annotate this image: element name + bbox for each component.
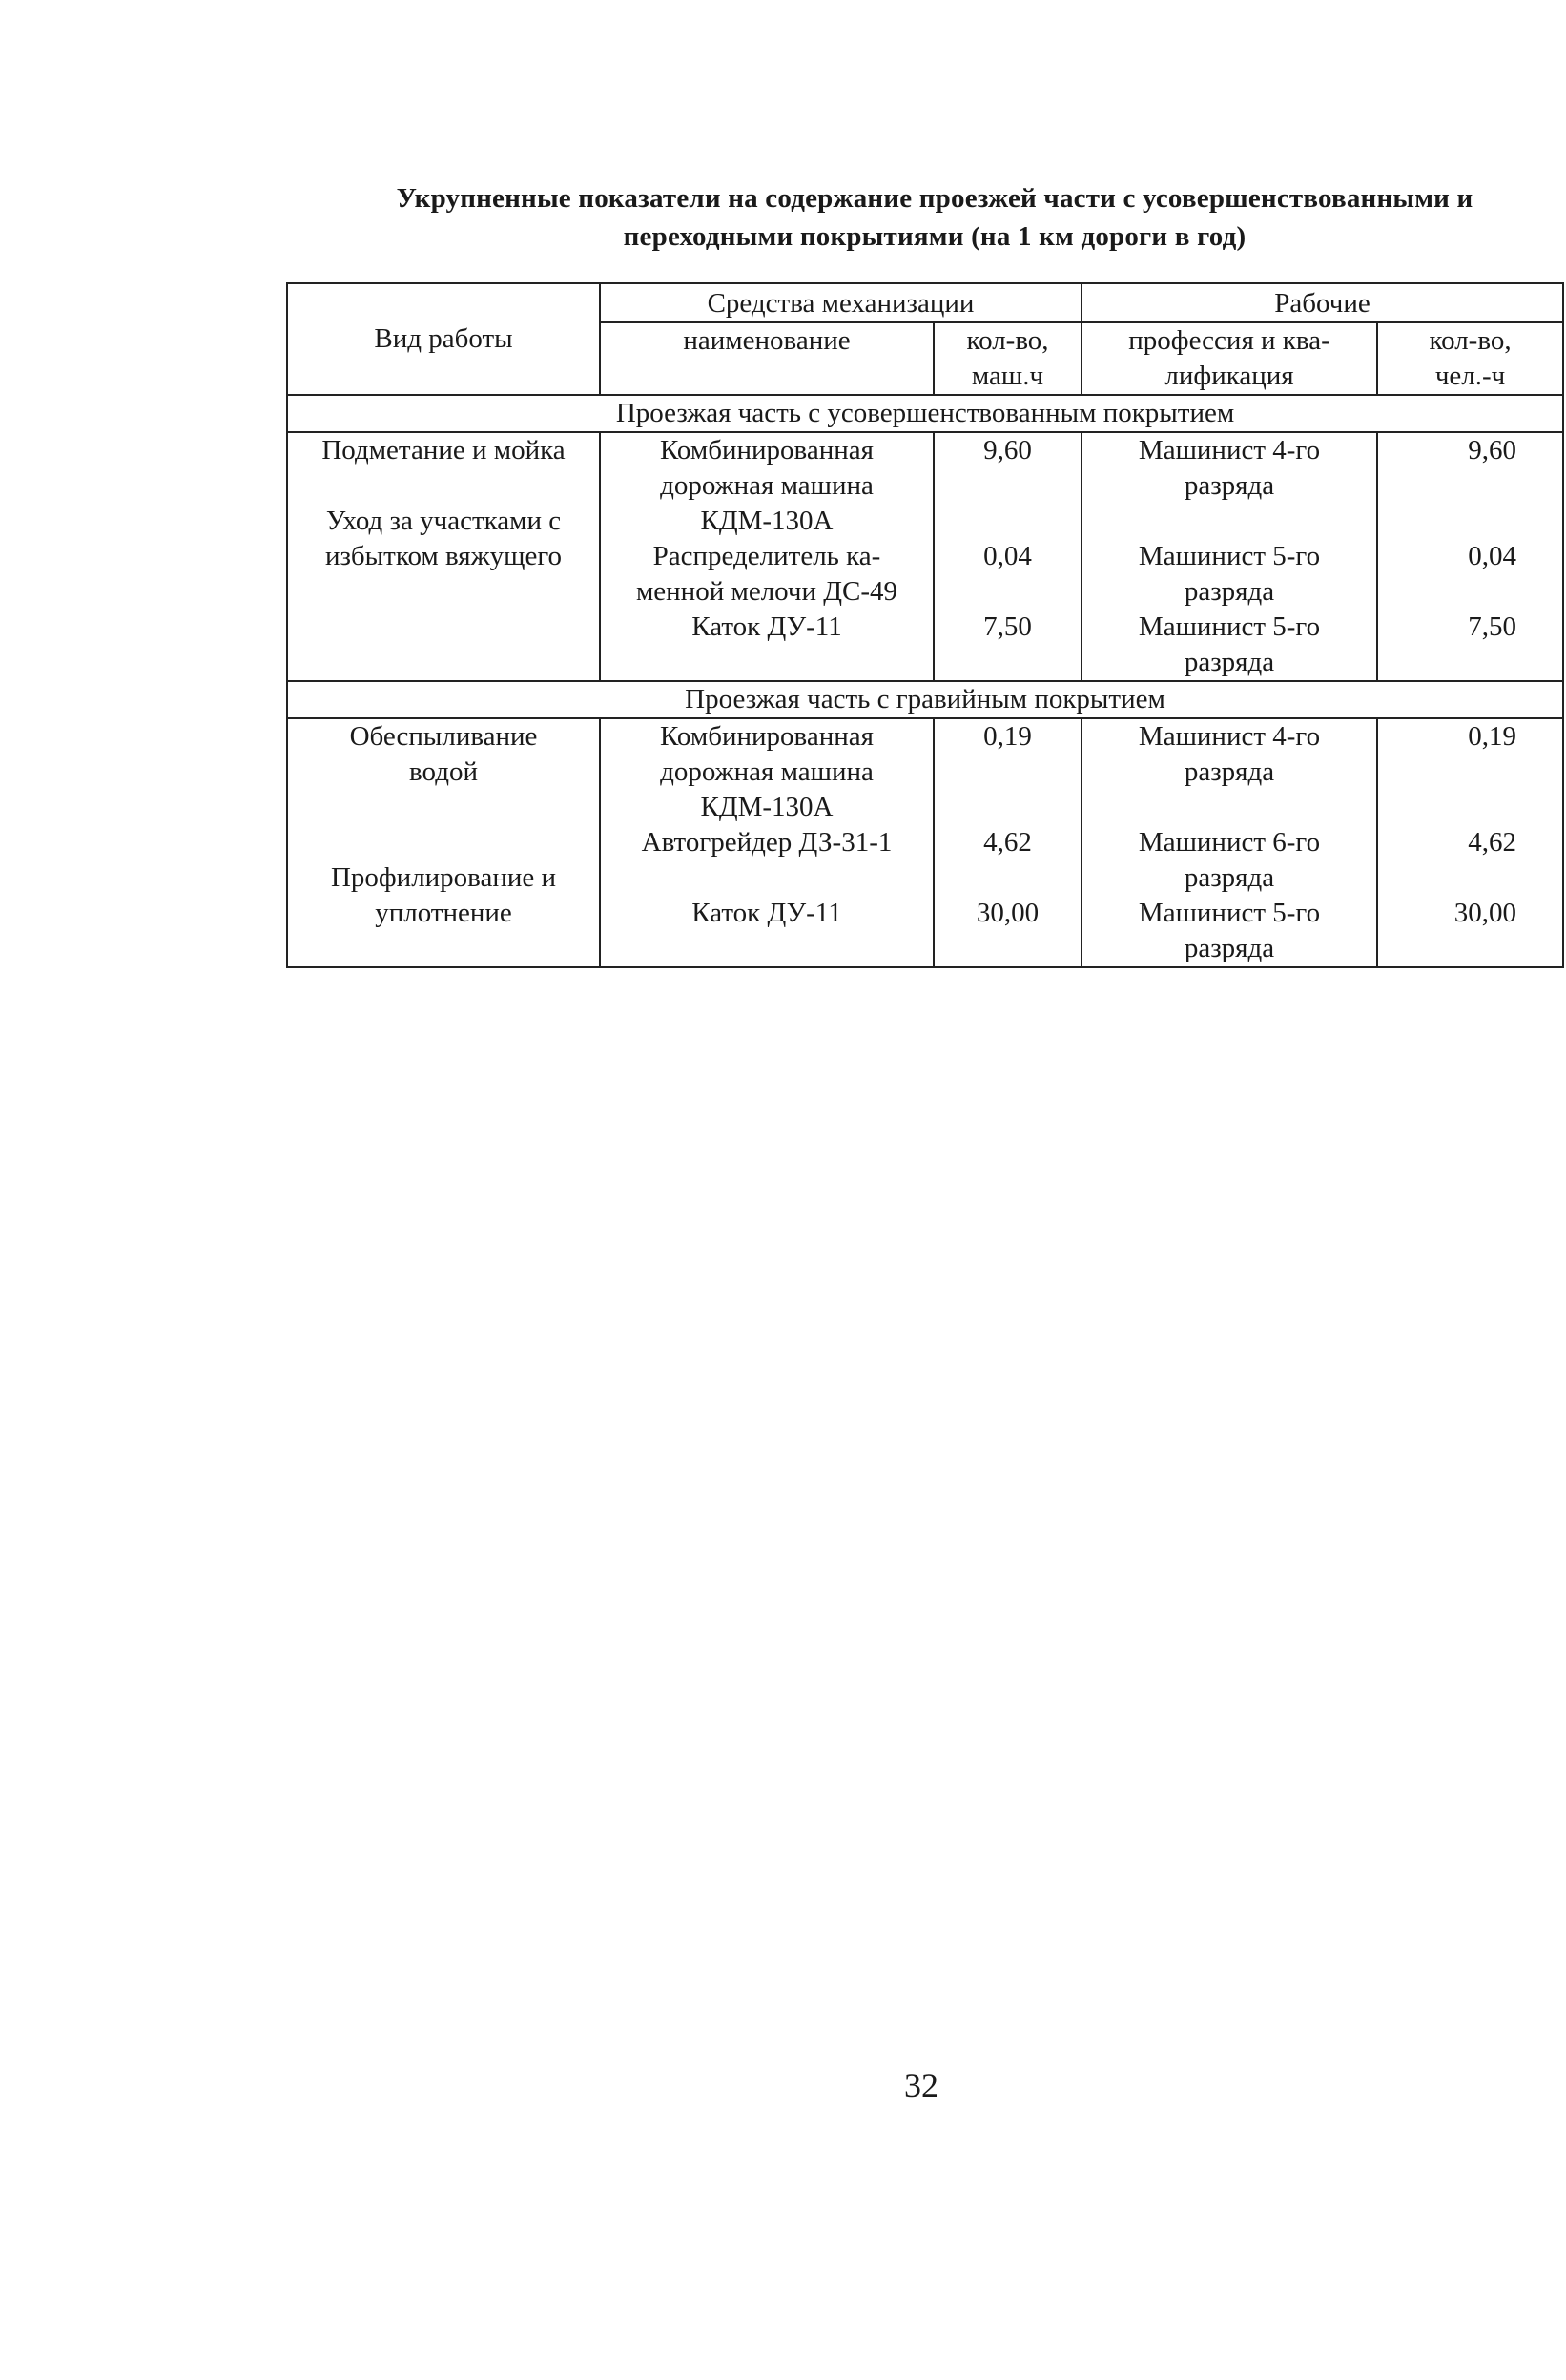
title-line-1: Укрупненные показатели на содержание проезжей части с усовершенствованными и — [396, 183, 1473, 214]
header-worker-profession — [1082, 322, 1377, 395]
machine-qty-value: 9,60 — [983, 435, 1032, 466]
section-row — [287, 395, 1563, 432]
worker-qty-value: 9,60 — [1468, 435, 1517, 466]
section-title: Проезжая часть с гравийным покрытием — [287, 681, 1563, 718]
work-label: Обеспыливание водой — [349, 721, 538, 787]
header-work-type-label: Вид работы — [374, 323, 513, 354]
cell-worker-qty — [1377, 718, 1563, 967]
cell-machine — [600, 432, 934, 681]
header-mech-qty-label: кол-во, маш.ч — [966, 325, 1049, 391]
profession-label: Машинист 5-го разряда — [1138, 898, 1321, 963]
header-worker-qty — [1377, 322, 1563, 395]
cell-profession — [1082, 718, 1377, 967]
section-title: Проезжая часть с усовершенствованным покрытием — [287, 395, 1563, 432]
title-line-2: переходными покрытиями (на 1 км дороги в год) — [623, 221, 1247, 252]
machine-qty-value: 4,62 — [983, 827, 1032, 858]
profession-label: Машинист 5-го разряда — [1138, 611, 1321, 677]
header-worker-profession-label: профессия и ква- лификация — [1128, 325, 1330, 391]
machine-label: Распределитель ка- менной мелочи ДС-49 — [635, 541, 898, 607]
header-mechanization-label: Средства механизации — [707, 288, 975, 319]
page-number: 32 — [904, 2066, 938, 2104]
cell-work — [287, 432, 600, 681]
header-row-groups — [287, 283, 1563, 322]
cell-machine-qty — [934, 432, 1082, 681]
header-mechanization-group — [600, 283, 1082, 322]
worker-qty-value: 30,00 — [1453, 898, 1517, 928]
page-title — [286, 179, 1566, 256]
cell-machine-qty — [934, 718, 1082, 967]
worker-qty-value: 0,04 — [1468, 541, 1517, 571]
header-mech-name — [600, 322, 934, 395]
section-row — [287, 681, 1563, 718]
machine-label: Каток ДУ-11 — [691, 898, 842, 928]
worker-qty-value: 4,62 — [1468, 827, 1517, 858]
machine-qty-value: 0,04 — [983, 541, 1032, 571]
work-label: Уход за участками с избытком вяжущего — [324, 506, 563, 571]
machine-label: Комбинированная дорожная машина КДМ-130А — [660, 435, 874, 536]
table-row — [287, 718, 1563, 967]
profession-label: Машинист 4-го разряда — [1138, 435, 1321, 501]
header-work-type — [287, 283, 600, 395]
norms-table — [286, 282, 1564, 968]
profession-label: Машинист 5-го разряда — [1138, 541, 1321, 607]
worker-qty-value: 7,50 — [1468, 611, 1517, 642]
cell-work — [287, 718, 600, 967]
cell-worker-qty — [1377, 432, 1563, 681]
profession-label: Машинист 6-го разряда — [1138, 827, 1321, 893]
header-mech-qty — [934, 322, 1082, 395]
profession-label: Машинист 4-го разряда — [1138, 721, 1321, 787]
header-worker-qty-label: кол-во, чел.-ч — [1429, 325, 1512, 391]
header-workers-group — [1082, 283, 1563, 322]
header-workers-label: Рабочие — [1274, 288, 1370, 319]
cell-machine — [600, 718, 934, 967]
cell-profession — [1082, 432, 1377, 681]
machine-qty-value: 30,00 — [976, 898, 1040, 928]
machine-label: Комбинированная дорожная машина КДМ-130А — [660, 721, 874, 822]
machine-label: Каток ДУ-11 — [691, 611, 842, 642]
machine-qty-value: 7,50 — [983, 611, 1032, 642]
work-label: Профилирование и уплотнение — [330, 862, 557, 928]
machine-qty-value: 0,19 — [983, 721, 1032, 752]
header-mech-name-label: наименование — [683, 325, 851, 356]
worker-qty-value: 0,19 — [1468, 721, 1517, 752]
work-label: Подметание и мойка — [321, 435, 566, 466]
machine-label: Автогрейдер ДЗ-31-1 — [641, 827, 893, 858]
table-row — [287, 432, 1563, 681]
